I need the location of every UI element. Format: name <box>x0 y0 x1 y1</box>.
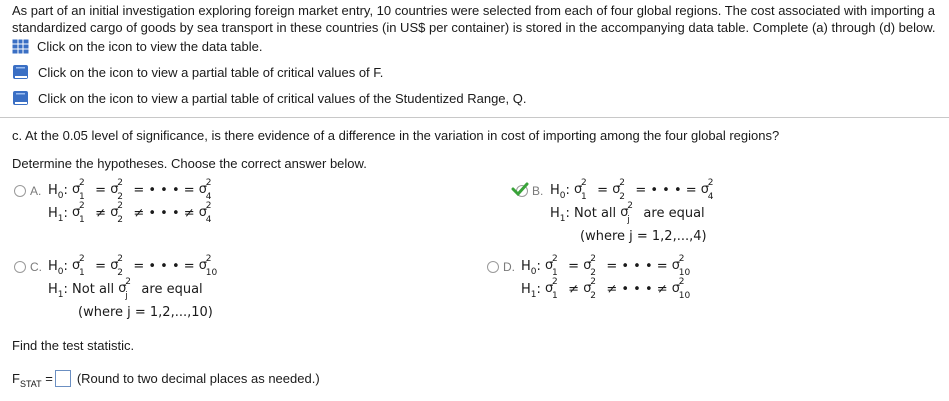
option-b-hypotheses: $H_0$: σ 2 1 = σ 2 2 = • • • = σ 2 4 $H_1$: Not all σ 2 j are equal (where j = 1,2,...,4) <box>550 178 714 244</box>
problem-intro: As part of an initial investigation exploring foreign market entry, 10 countries were selected from each of four global regions. The cost associated with importing a standardized cargo of goods by sea transport in these countries (in US$ per container) is stored in the accompanying data table. Complete (a) through (d) below. <box>12 3 936 35</box>
radio-option-a[interactable] <box>14 185 26 197</box>
option-b-letter: B. <box>532 184 544 198</box>
option-c[interactable] <box>14 254 223 324</box>
option-d-hypotheses: $H_0$: σ 2 1 = σ 2 2 = • • • = σ 2 10 $H_1$: σ 2 1 ≠ σ 2 2 ≠ • • • ≠ σ 2 10 <box>521 254 691 301</box>
option-a-letter: A. <box>30 184 42 198</box>
data-table-link[interactable] <box>12 39 262 54</box>
option-d[interactable] <box>487 254 696 302</box>
section-divider <box>0 117 949 118</box>
data-table-link-text[interactable]: Click on the icon to view the data table. <box>37 39 263 54</box>
question-c: c. At the 0.05 level of significance, is there evidence of a difference in the variation in cost of importing among the four global regions? <box>12 128 780 143</box>
option-a[interactable] <box>14 178 218 226</box>
fstat-answer-input[interactable] <box>55 370 71 387</box>
fstat-label: $F_{STAT}$ = <box>12 371 53 389</box>
hypothesis-prompt: Determine the hypotheses. Choose the correct answer below. <box>12 156 367 171</box>
fstat-row <box>12 370 320 387</box>
option-c-hypotheses: $H_0$: σ 2 1 = σ 2 2 = • • • = σ 2 10 $H_1$: Not all σ 2 j are equal (where j = 1,2,...,10) <box>48 254 218 320</box>
radio-option-b[interactable] <box>516 185 528 197</box>
round-hint: (Round to two decimal places as needed.) <box>76 371 320 386</box>
radio-option-c[interactable] <box>14 261 26 273</box>
option-d-letter: D. <box>503 260 515 274</box>
f-table-link-text[interactable]: Click on the icon to view a partial table of critical values of F. <box>38 64 384 80</box>
q-table-link[interactable] <box>12 89 526 107</box>
f-table-link[interactable] <box>12 63 383 81</box>
checkmark-icon <box>511 182 529 196</box>
data-table-icon[interactable] <box>12 39 29 54</box>
q-table-link-text[interactable]: Click on the icon to view a partial table of critical values of the Studentized Range, Q. <box>38 90 527 106</box>
option-b[interactable] <box>516 178 720 248</box>
find-test-statistic: Find the test statistic. <box>12 338 135 353</box>
option-a-hypotheses: $H_0$: σ 2 1 = σ 2 2 = • • • = σ 2 4 $H_1$: σ 2 1 ≠ σ 2 2 ≠ • • • ≠ σ 2 4 <box>48 178 212 225</box>
book-icon[interactable] <box>12 63 30 81</box>
radio-option-d[interactable] <box>487 261 499 273</box>
option-c-letter: C. <box>30 260 42 274</box>
book-icon[interactable] <box>12 89 30 107</box>
